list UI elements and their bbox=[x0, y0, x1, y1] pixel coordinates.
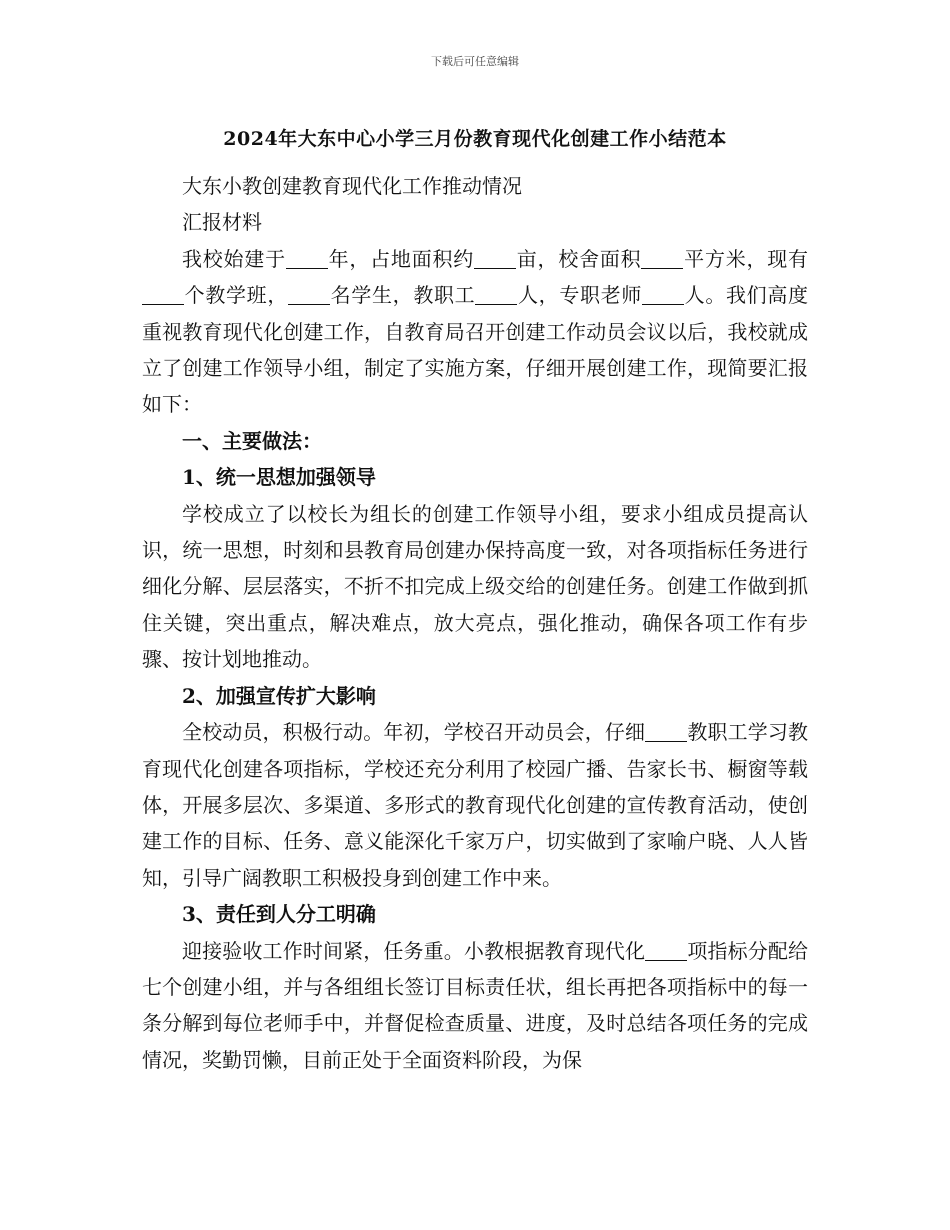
text-segment: 名学生，教职工 bbox=[330, 283, 476, 308]
text-segment: 亩，校舍面积 bbox=[516, 246, 642, 271]
fill-blank bbox=[645, 721, 687, 742]
text-segment: 人，专职老师 bbox=[517, 283, 643, 308]
fill-blank bbox=[641, 248, 683, 269]
fill-blank bbox=[642, 284, 684, 305]
text-segment: 全校动员，积极行动。年初，学校召开动员会，仔细 bbox=[182, 720, 646, 745]
item-paragraph-3 bbox=[142, 933, 808, 1079]
text-segment: 平方米，现有 bbox=[683, 246, 809, 271]
intro-line-2: 汇报材料 bbox=[182, 210, 262, 235]
text-segment: 我校始建于 bbox=[182, 246, 286, 271]
text-segment: 项指标分配给七个创建小组，并与各组组长签订目标责任状，组长再把各项指标中的每一条分解到每位老师手中，并督促检查质量、进度，及时总结各项任务的完成情况，奖勤罚懒，目前正处于全面资料阶段，为保 bbox=[142, 938, 809, 1072]
item-heading-3: 3、责任到人分工明确 bbox=[182, 902, 376, 927]
text-segment: 人。我们高度重视教育现代化创建工作，自教育局召开创建工作动员会议以后，我校就成立了创建工作领导小组，制定了实施方案，仔细开展创建工作，现简要汇报如下： bbox=[142, 283, 809, 417]
page-header-note: 下载后可任意编辑 bbox=[431, 55, 519, 68]
text-segment: 教职工学习教育现代化创建各项指标，学校还充分利用了校园广播、告家长书、橱窗等载体，开展多层次、多渠道、多形式的教育现代化创建的宣传教育活动，使创建工作的目标、任务、意义能深化千家万户，切实做到了家喻户晓、人人皆知，引导广阔教职工积极投身到创建工作中来。 bbox=[142, 720, 809, 890]
item-paragraph-2 bbox=[142, 714, 808, 896]
fill-blank bbox=[288, 284, 330, 305]
fill-blank bbox=[475, 284, 517, 305]
fill-blank bbox=[474, 248, 516, 269]
text-segment: 迎接验收工作时间紧，任务重。小教根据教育现代化 bbox=[182, 938, 646, 963]
item-heading-1: 1、统一思想加强领导 bbox=[182, 465, 376, 490]
document-body bbox=[142, 168, 808, 1078]
item-heading-2: 2、加强宣传扩大影响 bbox=[182, 683, 376, 708]
fill-blank bbox=[286, 248, 328, 269]
text-segment: 个教学班， bbox=[184, 283, 288, 308]
fill-blank bbox=[645, 940, 687, 961]
intro-line-1: 大东小教创建教育现代化工作推动情况 bbox=[182, 174, 522, 198]
document-title: 2024年大东中心小学三月份教育现代化创建工作小结范本 bbox=[223, 128, 727, 150]
fill-blank bbox=[142, 284, 184, 305]
section-heading-main-practices: 一、主要做法： bbox=[182, 428, 322, 453]
paragraph-school-overview bbox=[142, 241, 808, 423]
text-segment: 年，占地面积约 bbox=[327, 246, 475, 271]
item-paragraph-1: 学校成立了以校长为组长的创建工作领导小组，要求小组成员提高认识，统一思想，时刻和县教育局创建办保持高度一致，对各项指标任务进行细化分解、层层落实，不折不扣完成上级交给的创建任务。创建工作做到抓住关键，突出重点，解决难点，放大亮点，强化推动，确保各项工作有步骤、按计划地推动。 bbox=[142, 501, 808, 672]
